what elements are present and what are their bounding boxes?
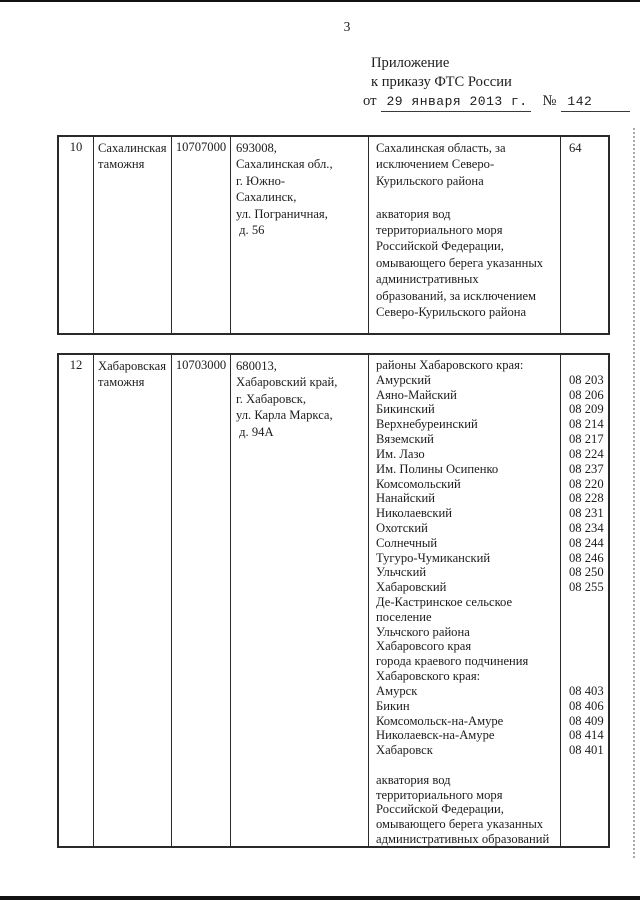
appendix-subtitle: к приказу ФТС России [371,74,512,90]
page-number: 3 [343,19,351,34]
customs-name-line: таможня [98,375,145,390]
district-code: 08 217 [569,432,604,447]
district-name: Комсомольский [376,476,461,491]
region-line: образований, за исключением [376,288,537,303]
district-name: Амурск [376,683,418,698]
region-line: омывающего берега указанных [376,255,544,270]
address-line: д. 56 [236,222,265,237]
district-name: Охотский [376,520,428,535]
district-code: 08 409 [569,713,604,728]
district-code [569,358,608,373]
scan-artifact-dotted-line [633,128,635,858]
district-name: административных образований [376,832,550,846]
cell-row-number: 12 [59,355,94,846]
district-code: 08 414 [569,728,604,743]
customs-name-line: Сахалинская [98,141,167,155]
address-line: г. Южно- [236,173,286,188]
cell-customs-name [94,137,172,333]
district-name: Нанайский [376,491,435,506]
region-line [376,189,560,205]
region-line: административных [376,272,479,287]
address-line: 680013, [236,359,277,373]
district-code [569,802,608,817]
customs-name-line: таможня [98,157,145,172]
district-name: Хабаровский [376,580,447,595]
district-name: Вяземский [376,432,434,447]
district-code: 08 246 [569,550,604,565]
district-name: Солнечный [376,535,438,550]
address-line: Хабаровский край, [236,375,338,390]
okato-value: 64 [569,141,582,155]
address-line: ул. Карла Маркса, [236,408,333,423]
district-code: 08 234 [569,520,604,535]
district-code: 08 255 [569,580,604,595]
district-code: 08 214 [569,417,604,432]
district-name: Николаевский [376,506,452,521]
district-name: поселение [376,609,432,624]
cell-district-list [369,355,561,846]
district-code [569,669,608,684]
number-sign: № [542,93,557,109]
district-name: Хабаровского края: [376,669,481,684]
district-name: Николаевск-на-Амуре [376,728,495,743]
district-code: 08 203 [569,372,604,387]
district-name: Хабаровск [376,743,433,758]
customs-table-row-10 [57,135,610,335]
address-line: Сахалинск, [236,190,297,205]
cell-customs-name [94,355,172,846]
district-code [569,639,608,654]
order-number-value: 142 [561,92,630,112]
district-name: Ульчский [376,565,427,580]
district-code: 08 209 [569,402,604,417]
appendix-header [363,54,630,112]
cell-customs-address [231,137,369,333]
customs-table-row-12 [57,353,610,848]
region-line: Северо-Курильского района [376,304,527,319]
district-code [569,654,608,669]
region-line: исключением Северо- [376,157,495,172]
district-code: 08 403 [569,683,604,698]
district-name: Ульчского района [376,624,470,639]
cell-customs-address [231,355,369,846]
cell-district-codes [561,355,608,846]
order-reference-line [363,92,630,112]
district-code [569,817,608,832]
address-line: д. 94А [236,424,274,439]
region-line: Российской Федерации, [376,239,504,254]
district-name: Тугуро-Чумиканский [376,550,491,565]
district-name: Амурский [376,372,431,387]
district-code [569,832,608,846]
district-code: 08 228 [569,491,604,506]
district-code: 08 224 [569,446,604,461]
district-name: Им. Полины Осипенко [376,461,499,476]
district-name: районы Хабаровского края: [376,358,524,372]
district-name: Аяно-Майский [376,387,457,402]
district-name: Комсомольск-на-Амуре [376,713,504,728]
district-code [569,788,608,803]
district-name: Бикинский [376,402,435,417]
district-code [569,773,608,788]
district-code [569,610,608,625]
region-line: Курильского района [376,173,484,188]
address-line: г. Хабаровск, [236,391,307,406]
district-name: Хабаровсого края [376,639,472,654]
scan-edge-top [0,0,640,2]
district-name: Российской Федерации, [376,802,504,817]
district-code: 08 220 [569,476,604,491]
district-name: омывающего берега указанных [376,817,544,832]
district-code: 08 237 [569,461,604,476]
cell-customs-code: 10707000 [172,137,231,333]
district-code [569,595,608,610]
region-line: территориального моря [376,222,503,237]
district-name: Бикин [376,698,410,713]
district-code: 08 250 [569,565,604,580]
region-line: Сахалинская область, за [376,141,506,155]
district-name: Им. Лазо [376,446,425,461]
district-name: акватория вод [376,772,451,787]
order-from-label: от [363,93,377,109]
cell-customs-code: 10703000 [172,355,231,846]
district-code [569,758,608,773]
district-code: 08 406 [569,698,604,713]
district-name: территориального моря [376,787,503,802]
cell-row-number: 10 [59,137,94,333]
district-name: Де-Кастринское сельское [376,595,513,609]
scan-edge-bottom [0,896,640,900]
district-code: 08 206 [569,387,604,402]
address-line: ул. Пограничная, [236,206,328,221]
appendix-title: Приложение [371,55,450,71]
customs-name-line: Хабаровская [98,359,167,373]
district-name: города краевого подчинения [376,654,529,669]
address-line: 693008, [236,141,277,155]
region-line: акватория вод [376,206,451,221]
cell-okato-code [561,137,608,333]
district-name [376,758,560,773]
district-code: 08 231 [569,506,604,521]
district-code [569,625,608,640]
address-line: Сахалинская обл., [236,157,333,172]
district-code: 08 401 [569,743,604,758]
district-name: Верхнебуреинский [376,417,478,432]
order-date-value: 29 января 2013 г. [381,92,531,112]
district-code: 08 244 [569,535,604,550]
cell-region-description [369,137,561,333]
